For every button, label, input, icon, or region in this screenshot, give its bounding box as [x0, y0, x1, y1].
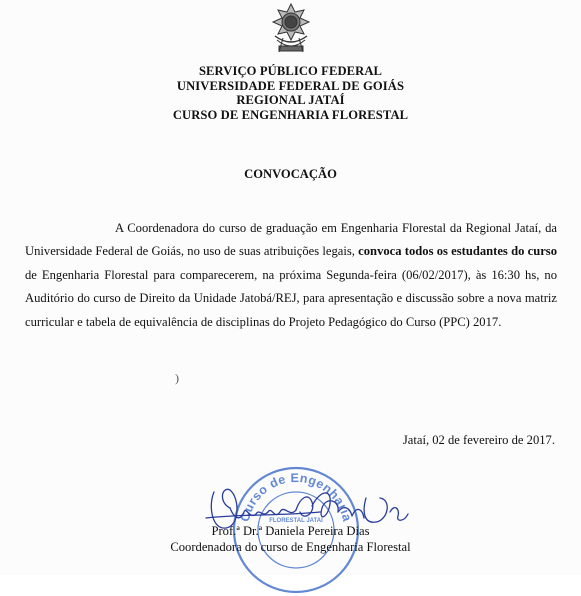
- header-line: SERVIÇO PÚBLICO FEDERAL: [198, 64, 383, 78]
- body-text-bold: convoca todos os estudantes do curso: [358, 244, 557, 259]
- document-title: CONVOCAÇÃO: [244, 167, 337, 181]
- coat-of-arms-icon: [269, 2, 313, 56]
- body-text-part: de Engenharia Florestal para comparecerem, na próxima Segunda-feira (06/02/2017), às 16:30 hs, no Auditório do curso de Direito da Unidade Jatobá/REJ, para apresentação e discussão sobre a nova matriz curricular e tabela de equivalência de disciplinas do Projeto Pedagógico do Curso (PPC) 2017.: [25, 267, 557, 329]
- signatory-name: Prof.ª Dr.ª Daniela Pereira Dias: [211, 524, 370, 538]
- document-body: [25, 217, 557, 334]
- stamp-center-text: FLORESTAL JATAÍ: [269, 518, 323, 524]
- header-line: CURSO DE ENGENHARIA FLORESTAL: [172, 107, 409, 122]
- signatory-role: Coordenadora do curso de Engenharia Florestal: [170, 540, 411, 554]
- document-header: [0, 64, 581, 122]
- margin-mark: ): [175, 371, 179, 385]
- body-text-part: A Coordenadora do curso de graduação em Engenharia Florestal da Regional Jataí, da Universidade Federal de Goiás, no uso de suas atribuições legais,: [25, 221, 557, 259]
- header-line: REGIONAL JATAÍ: [236, 93, 345, 107]
- date-line: Jataí, 02 de fevereiro de 2017.: [402, 433, 555, 447]
- header-line: UNIVERSIDADE FEDERAL DE GOIÁS: [176, 78, 405, 93]
- stamp-arc-text: Curso de Engenharia: [237, 470, 355, 524]
